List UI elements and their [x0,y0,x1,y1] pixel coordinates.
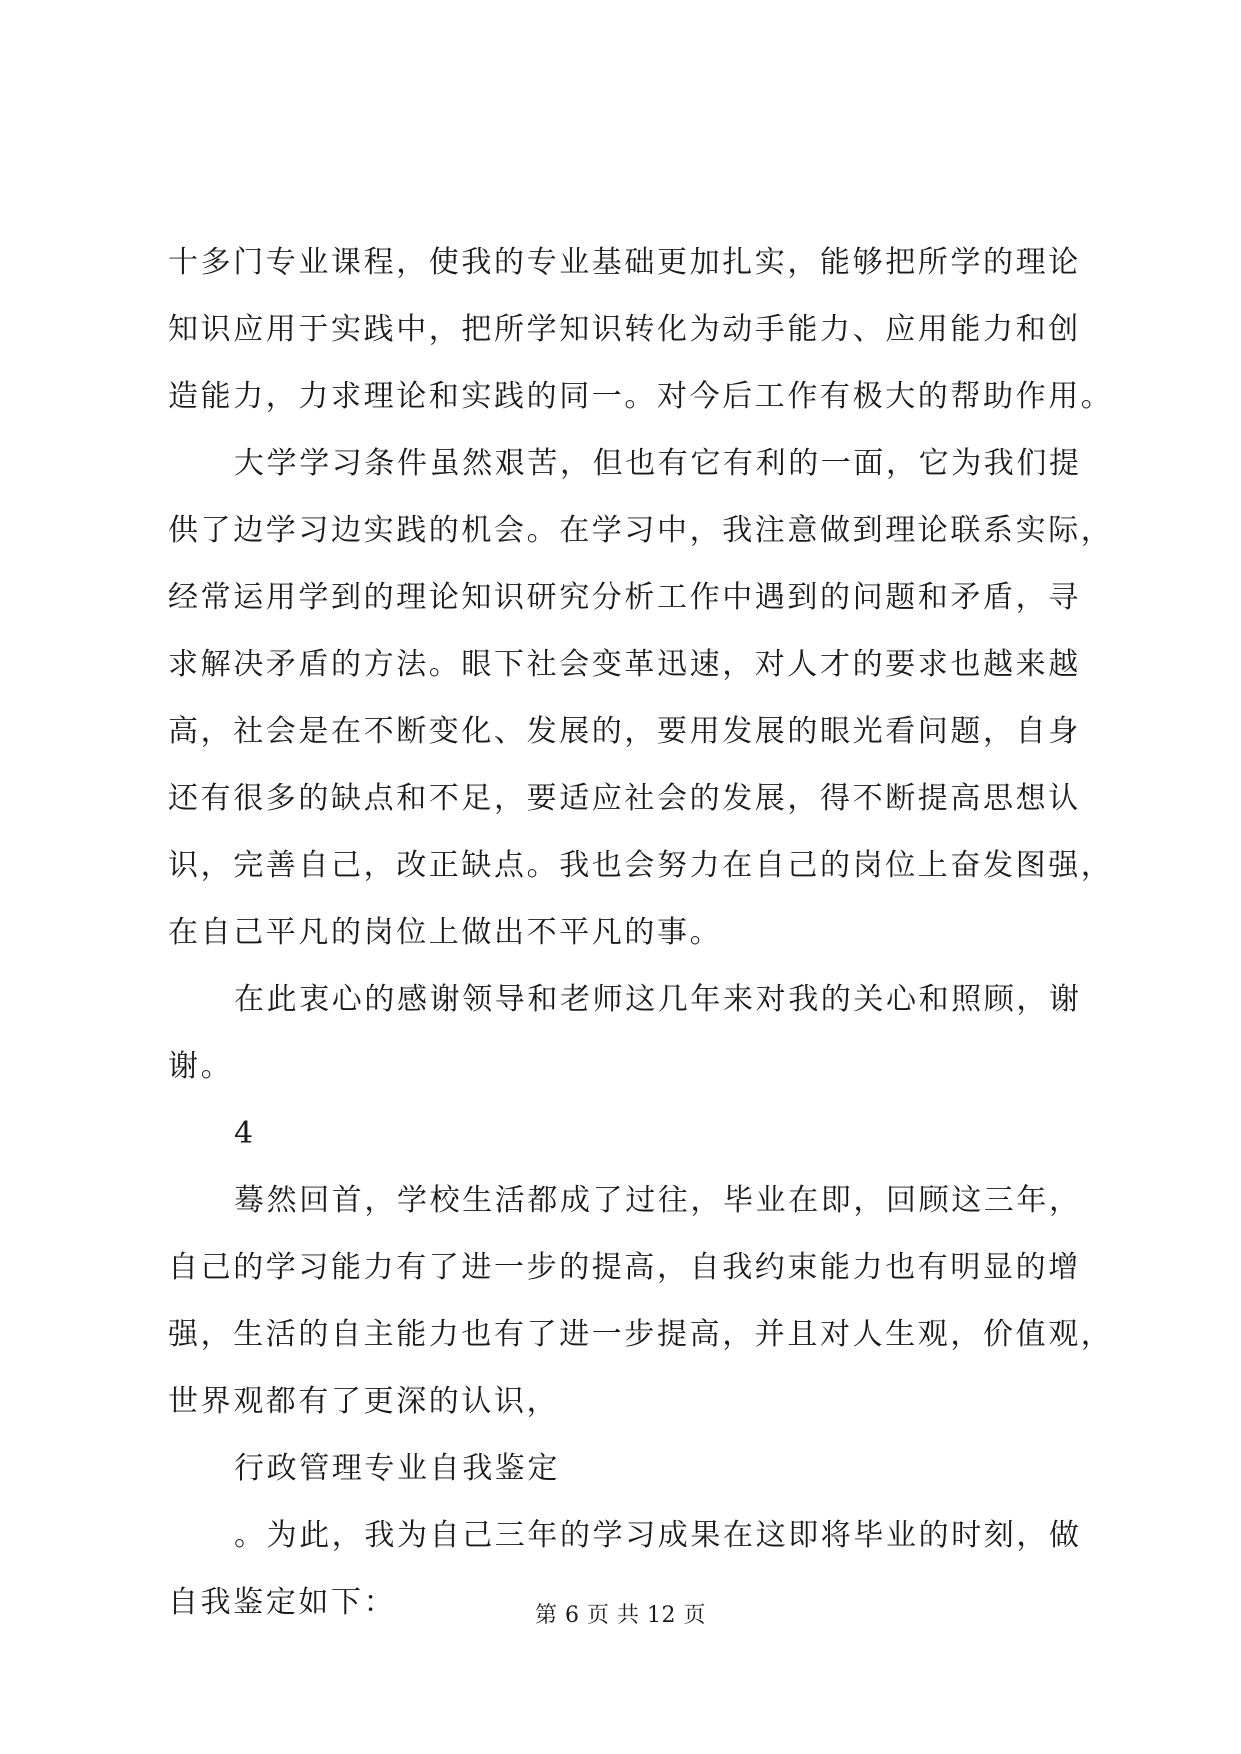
paragraph-2-line-6: 还有很多的缺点和不足，要适应社会的发展，得不断提高思想认 [168,781,1081,816]
paragraph-2-line-4: 求解决矛盾的方法。眼下社会变革迅速，对人才的要求也越来越 [168,647,1081,682]
body-text [168,229,1114,1636]
section-number: 4 [234,1116,256,1151]
paragraph-5-line-1: 蓦然回首，学校生活都成了过往，毕业在即，回顾这三年， [234,1183,1082,1218]
paragraph-7-line-2: 自我鉴定如下： [168,1585,397,1620]
paragraph-2-line-1: 大学学习条件虽然艰苦，但也有它有利的一面，它为我们提 [234,446,1082,481]
paragraph-2-line-5: 高，社会是在不断变化、发展的，要用发展的眼光看问题，自身 [168,714,1081,749]
section-heading: 行政管理专业自我鉴定 [234,1451,560,1486]
paragraph-5-line-3: 强，生活的自主能力也有了进一步提高，并且对人生观，价值观， [168,1317,1114,1352]
paragraph-1-line-1: 十多门专业课程，使我的专业基础更加扎实，能够把所学的理论 [168,245,1081,280]
paragraph-1-line-3: 造能力，力求理论和实践的同一。对今后工作有极大的帮助作用。 [168,379,1114,414]
paragraph-2-line-3: 经常运用学到的理论知识研究分析工作中遇到的问题和矛盾，寻 [168,580,1081,615]
paragraph-2-line-2: 供了边学习边实践的机会。在学习中，我注意做到理论联系实际， [168,513,1114,548]
page-number-footer: 第 6 页 共 12 页 [535,1603,706,1628]
paragraph-5-line-2: 自己的学习能力有了进一步的提高，自我约束能力也有明显的增 [168,1250,1081,1285]
paragraph-5-line-4: 世界观都有了更深的认识， [168,1384,560,1419]
paragraph-3-line-2: 谢。 [168,1049,234,1084]
paragraph-1-line-2: 知识应用于实践中，把所学知识转化为动手能力、应用能力和创 [168,312,1081,347]
paragraph-2-line-8: 在自己平凡的岗位上做出不平凡的事。 [168,915,723,950]
paragraph-7-line-1: 。为此，我为自己三年的学习成果在这即将毕业的时刻，做 [234,1518,1082,1553]
paragraph-3-line-1: 在此衷心的感谢领导和老师这几年来对我的关心和照顾，谢 [234,982,1082,1017]
paragraph-2-line-7: 识，完善自己，改正缺点。我也会努力在自己的岗位上奋发图强， [168,848,1114,883]
